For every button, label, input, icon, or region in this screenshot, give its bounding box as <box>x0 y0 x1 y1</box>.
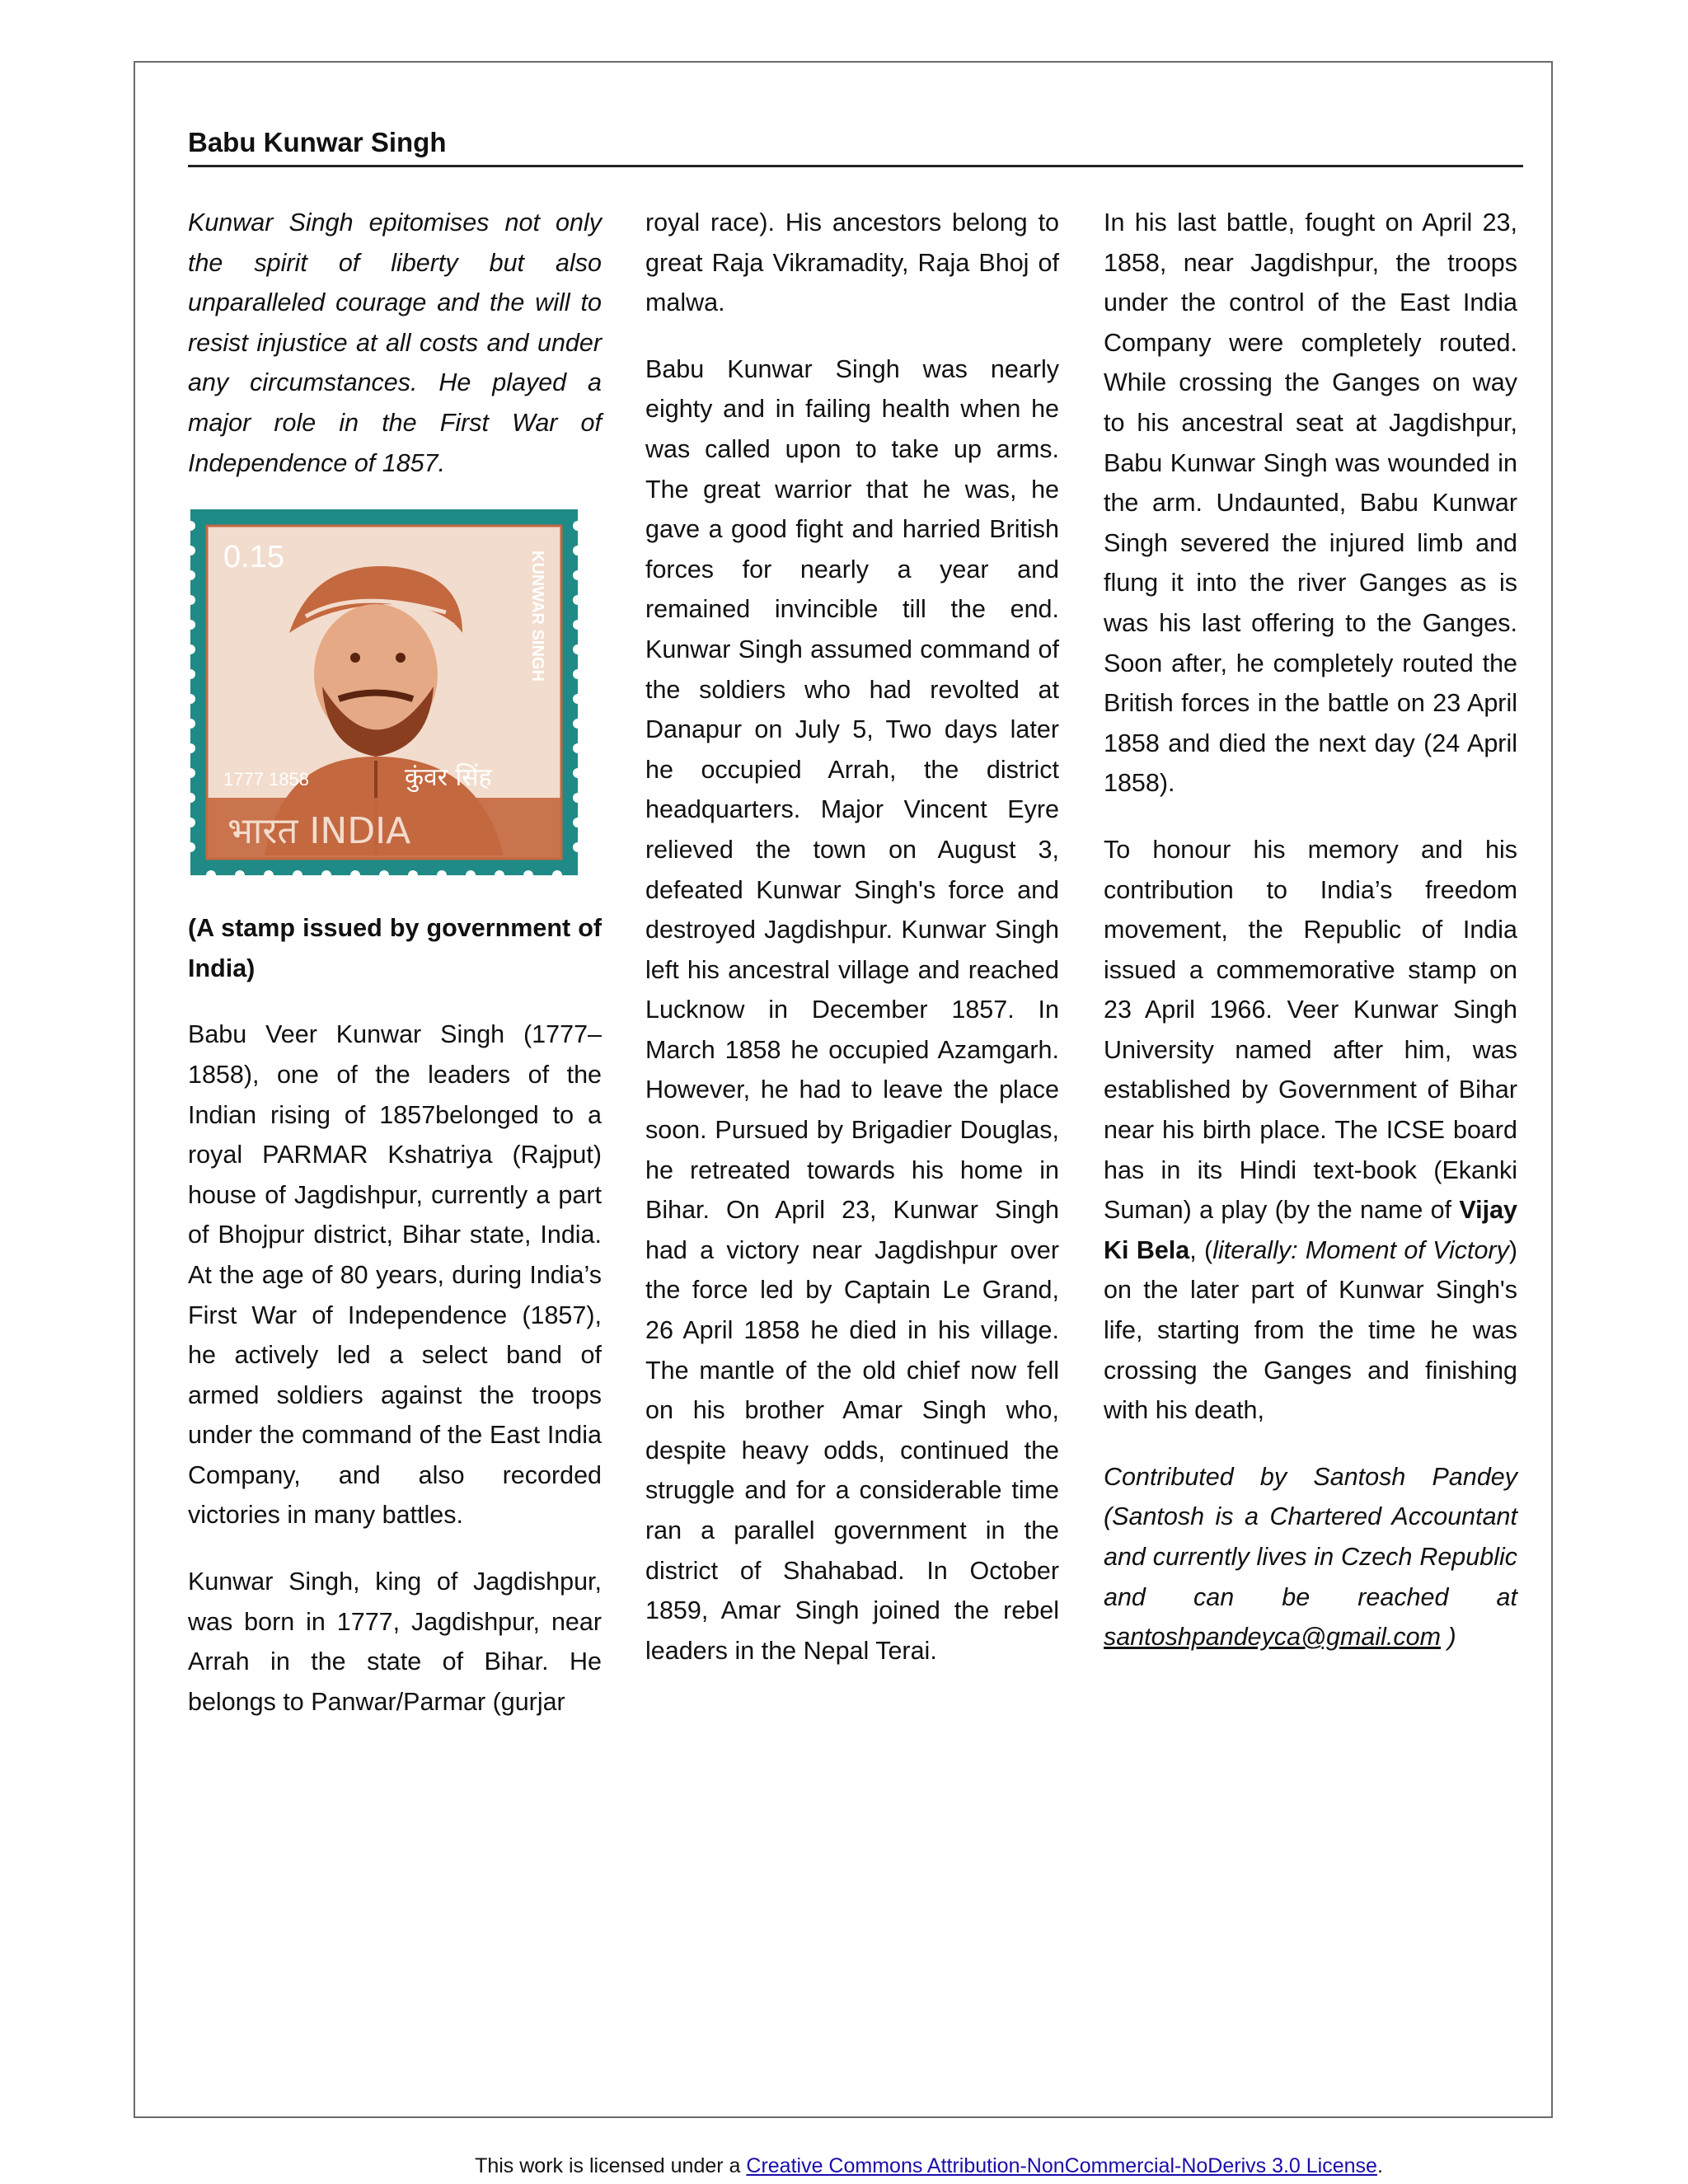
stamp-country: भारत INDIA <box>227 810 411 853</box>
col3-paragraph-2 <box>1104 830 1517 1431</box>
license-text: This work is licensed under a <box>475 2154 747 2177</box>
contributor-end: ) <box>1441 1623 1456 1652</box>
play-title: Vijay Ki Bela <box>1104 1196 1517 1264</box>
stamp-years: 1777 1858 <box>223 769 309 790</box>
col2-paragraph-1: royal race). His ancestors belong to great Raja Vikramadity, Raja Bhoj of malwa. <box>645 209 1059 317</box>
column-2 <box>645 203 1059 1697</box>
stamp-side-text: KUNWAR SINGH <box>528 551 546 682</box>
stamp-value: 0.15 <box>223 540 284 575</box>
contributor-text: Contributed by Santosh Pandey (Santosh is a Chartered Accountant and currently lives in Czech Republic and can be reached at <box>1104 1462 1517 1611</box>
license-link[interactable]: Creative Commons Attribution-NonCommercial-NoDerivs 3.0 License <box>746 2154 1377 2177</box>
article-title: Babu Kunwar Singh <box>188 127 1523 167</box>
stamp-hindi-name: कुंवर सिंह <box>405 763 492 793</box>
column-3 <box>1104 203 1517 1684</box>
col2-paragraph-2: Babu Kunwar Singh was nearly eighty and in failing health when he was called upon to take up arms. The great warrior that he was, he gave a good fight and harried British forces for nearly a year and remained invincible till the end. Kunwar Singh assumed command of the soldiers who had revolted at Danapur on July 5, Two days later he occupied Arrah, the district headquarters. Major Vincent Eyre relieved the town on August 3, defeated Kunwar Singh's force and destroyed Jagdishpur. Kunwar Singh left his ancestral village and reached Lucknow in December 1857. In March 1858 he occupied Azamgarh. However, he had to leave the place soon. Pursued by Brigadier Douglas, he retreated towards his home in Bihar. On April 23, Kunwar Singh had a victory near Jagdishpur over the force led by Captain Le Grand, 26 April 1858 he died in his village. The mantle of the old chief now fell on his brother Amar Singh who, despite heavy odds, continued the struggle and for a considerable time ran a parallel government in the district of Shahabad. In October 1859, Amar Singh joined the rebel leaders in the Nepal Terai. <box>645 354 1059 1665</box>
col3-paragraph-1: In his last battle, fought on April 23, 1858, near Jagdishpur, the troops under the control of the East India Company were completely routed. While crossing the Ganges on way to his ancestral seat at Jagdishpur, Babu Kunwar Singh was wounded in the arm. Undaunted, Babu Kunwar Singh severed the injured limb and flung it into the river Ganges as is was his last offering to the Ganges. Soon after, he completely routed the British forces in the battle on 23 April 1858 and died the next day (24 April 1858). <box>1104 209 1517 798</box>
col3-p2-text-a: To honour his memory and his contribution to India’s freedom movement, the Republic of India issued a commemorative stamp on 23 April 1966. Veer Kunwar Singh University named after him, was established by Government of Bihar near his birth place. The ICSE board has in its Hindi text-book (Ekanki Suman) a play (by the name of <box>1104 835 1517 1225</box>
col3-p2-text-b: , ( <box>1189 1235 1213 1264</box>
license-end: . <box>1376 2154 1383 2177</box>
intro-paragraph: Kunwar Singh epitomises not only the spirit of liberty but also unparalleled courage and the will to resist injustice at all costs and under any circumstances. He played a major role in the First War of Independence of 1857. <box>188 209 602 477</box>
contributor-note <box>1104 1457 1517 1657</box>
license-footer <box>0 2154 1688 2178</box>
col1-paragraph-2: Kunwar Singh, king of Jagdishpur, was born in 1777, Jagdishpur, near Arrah in the state of Bihar. He belongs to Panwar/Parmar (gurjar <box>188 1568 602 1716</box>
column-1 <box>188 203 602 1748</box>
stamp-image <box>190 509 578 875</box>
contributor-email-link[interactable]: santoshpandeyca@gmail.com <box>1104 1623 1442 1652</box>
stamp-caption: (A stamp issued by government of India) <box>188 914 602 982</box>
col3-p2-text-c: ) on the later part of Kunwar Singh's life, starting from the time he was crossing the Ganges and finishing with his death, <box>1104 1235 1517 1425</box>
col1-paragraph-1: Babu Veer Kunwar Singh (1777–1858), one of the leaders of the Indian rising of 1857belonged to a royal PARMAR Kshatriya (Rajput) house of Jagdishpur, currently a part of Bhojpur district, Bihar state, India. At the age of 80 years, during India’s First War of Independence (1857), he actively led a select band of armed soldiers against the troops under the command of the East India Company, and also recorded victories in many battles. <box>188 1020 602 1530</box>
play-translation: literally: Moment of Victory <box>1212 1235 1509 1264</box>
